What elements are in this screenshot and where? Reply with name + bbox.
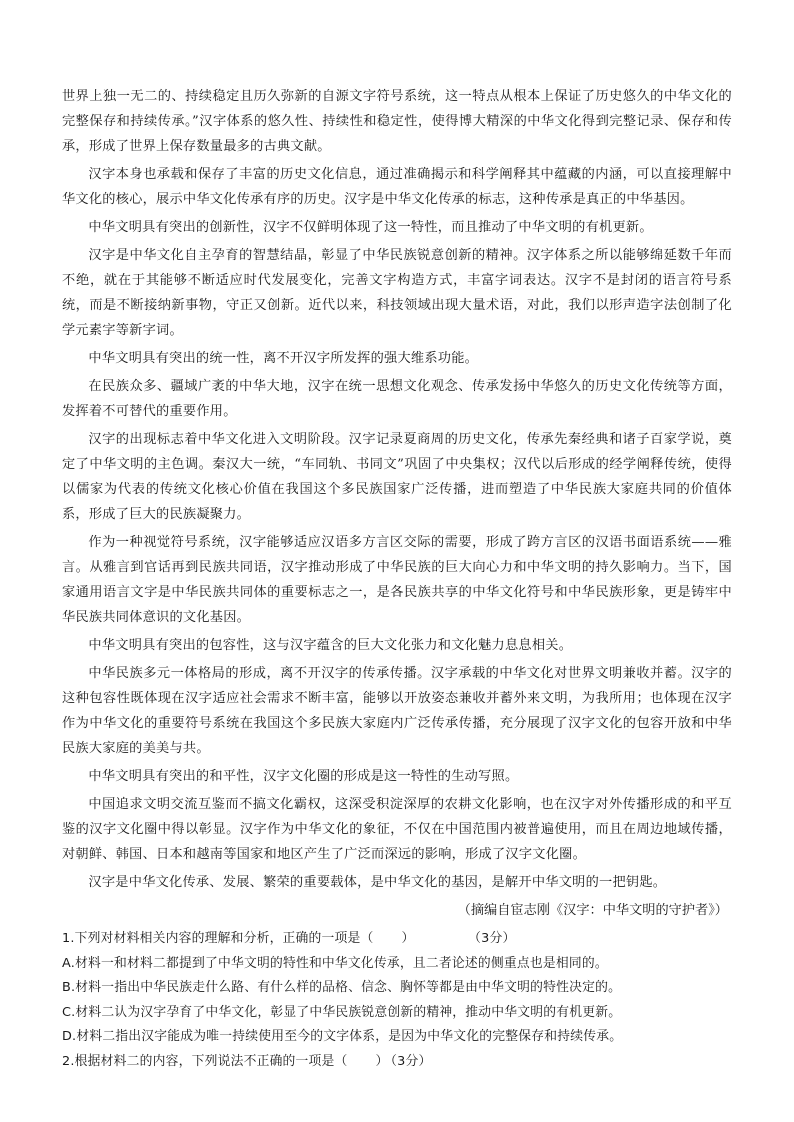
paragraph-13: 汉字是中华文化传承、发展、繁荣的重要载体，是中华文化的基因，是解开中华文明的一把钥匙。 [88,875,667,890]
question-2-stem [62,1050,732,1075]
paragraph-9: 中华文明具有突出的包容性，这与汉字蕴含的巨大文化张力和文化魅力息息相关。 [88,638,573,653]
paragraph-2: 汉字本身也承载和保存了丰富的历史文化信息，通过准确揭示和科学阐释其中蕴藏的内涵，可以直接理解中华文化的核心，展示中华文化传承有序的历史。汉字是中华文化传承的标志，这种传承是真正的中华基因。 [62,167,732,207]
question-1-score: （3分） [474,931,516,946]
source-citation: （摘编自宦志刚《汉字：中华文明的守护者》） [457,903,728,918]
question-1-close: ） [401,931,415,946]
question-1-text: 1.下列对材料相关内容的理解和分析，正确的一项是（ [62,931,374,946]
question-1-option-d: D.材料二指出汉字能成为唯一持续使用至今的文字体系，是因为中华文化的完整保存和持续传承。 [62,1029,623,1045]
paragraph-11: 中华文明具有突出的和平性，汉字文化圈的形成是这一特性的生动写照。 [88,769,519,784]
paragraph-4: 汉字是中华文化自主孕育的智慧结晶，彰显了中华民族锐意创新的精神。汉字体系之所以能够绵延数千年而不绝，就在于其能够不断适应时代发展变化，完善文字构造方式，丰富字词表达。汉字不是封闭的语言符号系统，而是不断接纳新事物，守正又创新。近代以来，科技领域出现大量术语，对此，我们以形声造字法创制了化学元素字等新字词。 [62,248,732,338]
paragraph-1: 世界上独一无二的、持续稳定且历久弥新的自源文字符号系统，这一特点从根本上保证了历史悠久的中华文化的完整保存和持续传承。”汉字体系的悠久性、持续性和稳定性，使得博大精深的中华文化得到完整记录、保存和传承，形成了世界上保存数量最多的古典文献。 [62,89,732,154]
paragraph-3: 中华文明具有突出的创新性，汉字不仅鲜明体现了这一特性，而且推动了中华文明的有机更新。 [88,220,653,235]
question-2-score: （3分） [390,1053,432,1069]
paragraph-5: 中华文明具有突出的统一性，离不开汉字所发挥的强大维系功能。 [88,351,479,366]
paragraph-6: 在民族众多、疆域广袤的中华大地，汉字在统一思想文化观念、传承发扬中华悠久的历史文化传统等方面，发挥着不可替代的重要作用。 [62,379,732,419]
question-1-option-c: C.材料二认为汉字孕育了中华文化，彰显了中华民族锐意创新的精神，推动中华文明的有机更新。 [62,1004,622,1020]
question-2-close: ） [375,1053,389,1069]
question-1-stem [62,927,732,952]
question-1-option-a: A.材料一和材料二都提到了中华文明的特性和中华文化传承，且二者论述的侧重点也是相同的。 [62,955,608,971]
paragraph-12: 中国追求文明交流互鉴而不搞文化霸权，这深受积淀深厚的农耕文化影响，也在汉字对外传播形成的和平互鉴的汉字文化圈中得以彰显。汉字作为中华文化的象征，不仅在中国范围内被普遍使用，而且在周边地域传播，对朝鲜、韩国、日本和越南等国家和地区产生了广泛而深远的影响，形成了汉字文化圈。 [62,797,732,862]
paragraph-8: 作为一种视觉符号系统，汉字能够适应汉语多方言区交际的需要，形成了跨方言区的汉语书面语系统——雅言。从雅言到官话再到民族共同语，汉字推动形成了中华民族的巨大向心力和中华文明的持久影响力。当下，国家通用语言文字是中华民族共同体的重要标志之一，是各民族共享的中华文化符号和中华民族形象，更是铸牢中华民族共同体意识的文化基因。 [62,535,732,625]
question-1-option-b: B.材料一指出中华民族走什么路、有什么样的品格、信念、胸怀等都是由中华文明的特性决定的。 [62,980,622,996]
paragraph-10: 中华民族多元一体格局的形成，离不开汉字的传承传播。汉字承载的中华文化对世界文明兼收并蓄。汉字的这种包容性既体现在汉字适应社会需求不断丰富，能够以开放姿态兼收并蓄外来文明，为我所用；也体现在汉字作为中华文化的重要符号系统在我国这个多民族大家庭内广泛传承传播，充分展现了汉字文化的包容开放和中华民族大家庭的美美与共。 [62,666,732,756]
paragraph-7: 汉字的出现标志着中华文化进入文明阶段。汉字记录夏商周的历史文化，传承先秦经典和诸子百家学说，奠定了中华文明的主色调。秦汉大一统，“车同轨、书同文”巩固了中央集权；汉代以后形成的经学阐释传统，使得以儒家为代表的传统文化核心价值在我国这个多民族国家广泛传播，进而塑造了中华民族大家庭共同的价值体系，形成了巨大的民族凝聚力。 [62,432,732,522]
question-2-text: 2.根据材料二的内容，下列说法不正确的一项是（ [62,1053,348,1069]
